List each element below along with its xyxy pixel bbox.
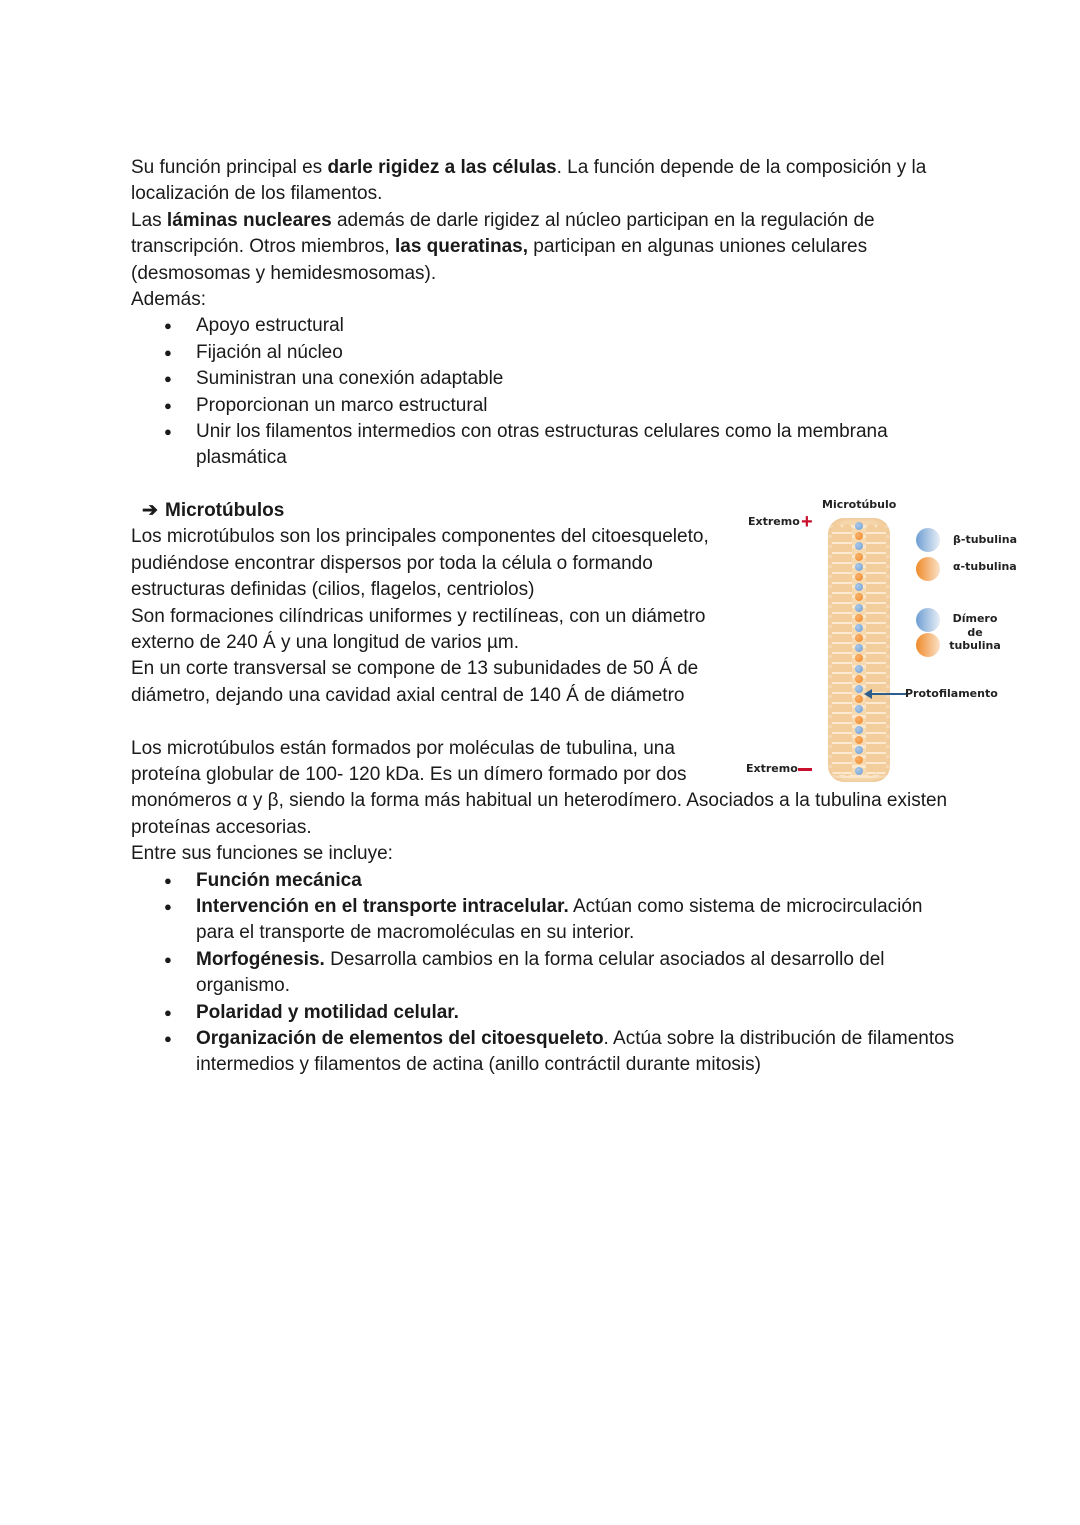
- beta-tubulin-icon: [916, 528, 940, 552]
- paragraph-tubulin-a: Los microtúbulos están formados por moléculas de tubulina, una proteína globular de 100- 120 kDa. Es un dímero formado por dos: [131, 737, 687, 785]
- dimer-alpha-icon: [916, 633, 940, 657]
- functions-label: Entre sus funciones se incluye:: [131, 843, 393, 865]
- list-item: ● Unir los filamentos intermedios con otras estructuras celulares como la membrana plasmática: [196, 419, 961, 472]
- ademas-label: Además:: [131, 289, 206, 311]
- list-item: [196, 894, 961, 947]
- text: participan en algunas uniones celulares (desmosomas y hemidesmosomas).: [131, 236, 868, 284]
- alpha-tubulin-icon: [916, 557, 940, 581]
- paragraph-formations: Son formaciones cilíndricas uniformes y rectilíneas, con un diámetro externo de 240 Á y una longitud de varios µm.: [131, 605, 706, 653]
- text: Su función principal es: [131, 157, 328, 178]
- bold-text: darle rigidez a las células: [327, 157, 557, 178]
- protofilament-column: [854, 522, 864, 780]
- heading-text: Microtúbulos: [165, 499, 285, 521]
- minus-end-label: Extremo: [746, 762, 798, 775]
- alpha-tubulin-bead: [855, 532, 863, 540]
- list-item: ● Apoyo estructural: [196, 313, 961, 339]
- bold-text: Función mecánica: [196, 869, 362, 891]
- plus-end-label: Extremo: [748, 515, 800, 528]
- beta-tubulin-bead: [855, 542, 863, 550]
- paragraph-tubulin-b: monómeros α y β, siendo la forma más habitual un heterodímero. Asociados a la tubulina existen proteínas accesorias.: [131, 790, 948, 838]
- beta-tubulin-bead: [855, 563, 863, 571]
- dimer-label-line: tubulina: [949, 639, 1001, 652]
- diagram-title: Microtúbulo: [822, 498, 897, 511]
- beta-tubulin-bead: [855, 583, 863, 591]
- beta-tubulin-bead: [855, 604, 863, 612]
- beta-tubulin-bead: [855, 522, 863, 530]
- beta-tubulin-bead: [855, 746, 863, 754]
- alpha-tubulin-bead: [855, 736, 863, 744]
- dimer-beta-icon: [916, 608, 940, 632]
- bold-text: Organización de elementos del citoesqueleto: [196, 1027, 604, 1049]
- bold-text: Polaridad y motilidad celular.: [196, 1001, 459, 1023]
- bold-text: Intervención en el transporte intracelular.: [196, 895, 569, 917]
- alpha-tubulin-label: α-tubulina: [953, 560, 1017, 573]
- dimer-label: [945, 612, 1005, 653]
- paragraph-components: Los microtúbulos son los principales componentes del citoesqueleto, pudiéndose encontrar dispersos por toda la célula o formando estructuras definidas (cilios, flagelos, centriolos): [131, 526, 709, 601]
- beta-tubulin-bead: [855, 644, 863, 652]
- beta-tubulin-bead: [855, 624, 863, 632]
- dimer-label-line: Dímero: [952, 612, 998, 625]
- list-item: [196, 1000, 961, 1026]
- text: . Actúa sobre la distribución de filamentos intermedios y filamentos de actina (anillo contráctil durante mitosis): [196, 1027, 955, 1076]
- text: Actúan como sistema de microcirculación para el transporte de macromoléculas en su interior.: [196, 895, 923, 944]
- list-item: [196, 868, 961, 894]
- minus-icon: [798, 768, 812, 771]
- arrow-head-icon: [864, 689, 872, 699]
- plus-icon: +: [801, 511, 813, 533]
- alpha-tubulin-bead: [855, 695, 863, 703]
- text: Desarrolla cambios en la forma celular asociados al desarrollo del organismo.: [196, 948, 885, 997]
- bold-text: las queratinas,: [394, 236, 529, 258]
- beta-tubulin-bead: [855, 665, 863, 673]
- arrow-icon: ➔: [142, 499, 158, 521]
- alpha-tubulin-bead: [855, 634, 863, 642]
- list-item: ● Suministran una conexión adaptable: [196, 366, 961, 392]
- beta-tubulin-bead: [855, 767, 863, 775]
- list-item: [196, 947, 961, 1000]
- list-item: ● Fijación al núcleo: [196, 340, 961, 366]
- list-item: [196, 1026, 961, 1079]
- text: . La función depende de la composición y la localización de los filamentos.: [131, 157, 927, 205]
- protofilament-label: Protofilamento: [905, 687, 998, 700]
- text: Las: [131, 209, 167, 231]
- alpha-tubulin-bead: [855, 654, 863, 662]
- beta-tubulin-bead: [855, 726, 863, 734]
- beta-tubulin-bead: [855, 685, 863, 693]
- alpha-tubulin-bead: [855, 573, 863, 581]
- bold-text: láminas nucleares: [166, 209, 332, 231]
- alpha-tubulin-bead: [855, 553, 863, 561]
- list-item: ● Proporcionan un marco estructural: [196, 393, 961, 419]
- paragraph-laminas: [131, 208, 961, 287]
- functions-list: [131, 868, 961, 1079]
- alpha-tubulin-bead: [855, 593, 863, 601]
- protofilament-arrow: [868, 693, 908, 695]
- alpha-tubulin-bead: [855, 716, 863, 724]
- paragraph-function: [131, 155, 961, 208]
- bold-text: Morfogénesis.: [196, 948, 325, 970]
- text: además de darle rigidez al núcleo participan en la regulación de transcripción. Otros miembros,: [131, 209, 875, 258]
- beta-tubulin-bead: [855, 705, 863, 713]
- alpha-tubulin-bead: [855, 756, 863, 764]
- alpha-tubulin-bead: [855, 614, 863, 622]
- beta-tubulin-label: β-tubulina: [953, 533, 1018, 546]
- dimer-label-line: de: [967, 625, 983, 639]
- ademas-list: [131, 313, 961, 471]
- paragraph-cross-section: En un corte transversal se compone de 13 subunidades de 50 Á de diámetro, dejando una cavidad axial central de 140 Á de diámetro: [131, 658, 699, 706]
- alpha-tubulin-bead: [855, 675, 863, 683]
